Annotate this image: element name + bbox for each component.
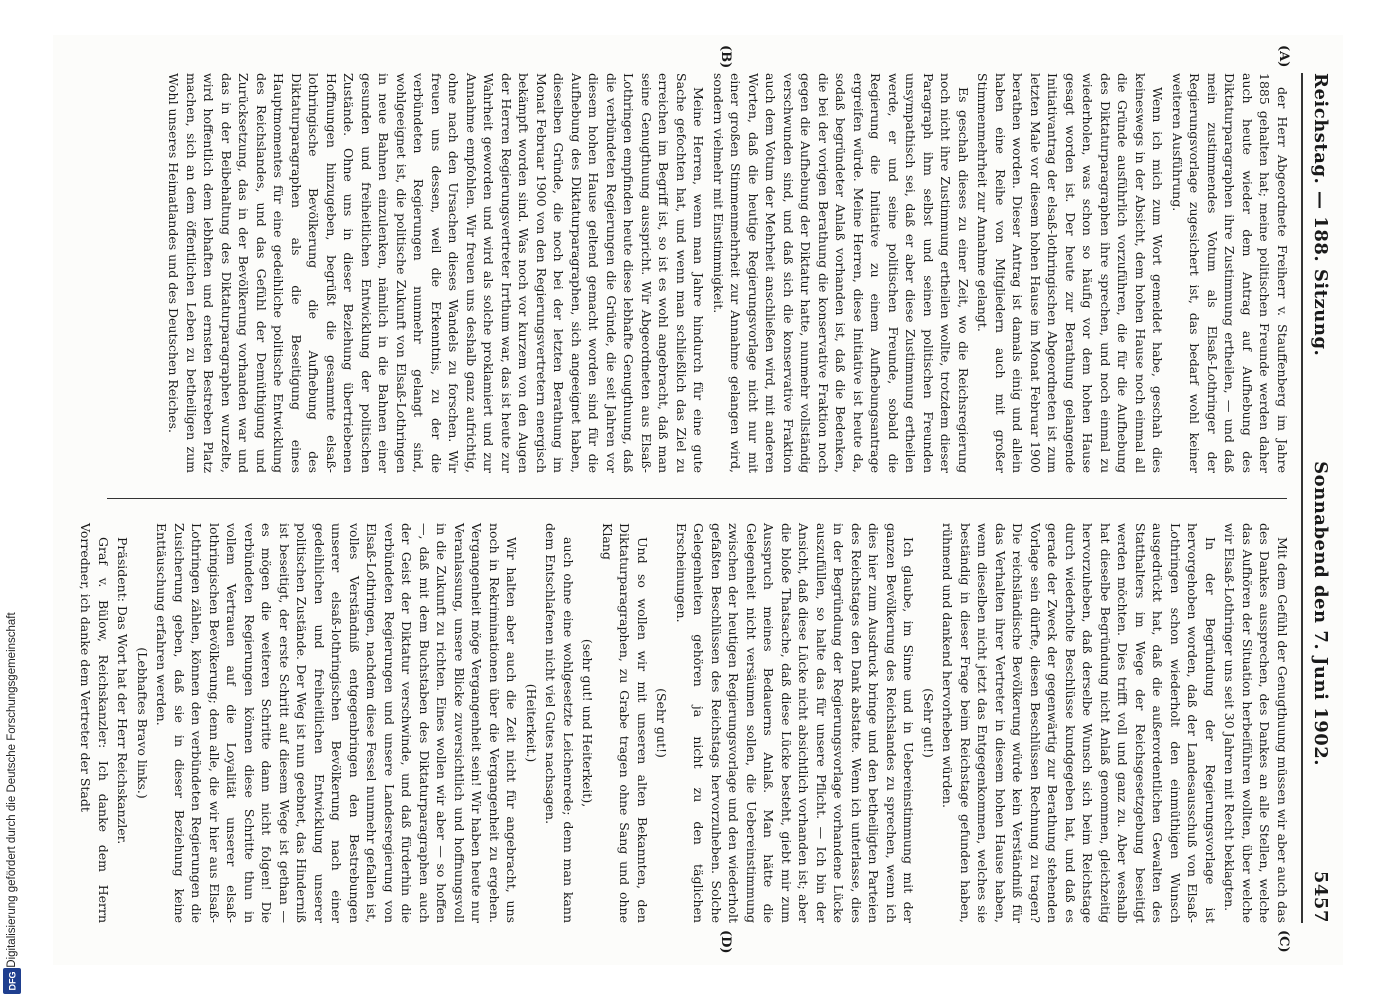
interjection: (Lebhaftes Bravo links.): [135, 647, 150, 799]
paragraph: der Herr Abgeordnete Freiherr v. Stauffenberg im Jahre 1885 gehalten hat; meine politischen Freunde werden daher auch heute wieder dem Antrag auf Aufhebung des Diktaturparagraphen ihre Zustimmung ertheilen, — und daß mein zustimmendes Votum als Elsaß-Lothringer der Regierungsvorlage zugesichert ist, das bedarf wohl keiner weiteren Ausführung.: [1170, 73, 1290, 473]
page-header: [1301, 73, 1331, 923]
margin-marker-c: (C): [1276, 930, 1291, 953]
page-number: 5457: [1310, 870, 1331, 923]
paragraph: Und so wollen wir mit unseren alten Bekannten, den Diktaturparagraphen, zu Grabe tragen ohne Sang und ohne Klang: [600, 523, 650, 923]
paragraph: Mit dem Gefühl der Genugthuung müssen wir aber auch das des Dankes aussprechen, des Dankes an alle Stellen, welche das Aufhören der Situation herbeiführen wollten, über welche wir Elsaß-Lothringer uns seit 30 Jahren mit Recht beklagten.: [1222, 523, 1290, 923]
paragraph: Wenn ich mich zum Wort gemeldet habe, geschah dies keineswegs in der Absicht, dem hohen Hause noch einmal all die Gründe ausführlich vorzuführen, die für die Aufhebung des Diktaturparagraphen ihre sprechen, und noch einmal zu wiederholen, was schon so häufig vor dem hohen Hause gesagt worden ist. Der heute zur Berathung gelangende Initiativantrag der elsaß-lothringischen Abgeordneten ist zum letzten Male vor diesem hohen Hause im Monat Februar 1900 berathen worden. Dieser Antrag ist damals einig und allein haben eine Reihe von Mitgliedern auch mit großer Stimmenmehrheit zur Annahme gelangt.: [975, 73, 1166, 473]
header-publication: Reichstag. — 188. Sitzung.: [1310, 73, 1331, 357]
paragraph: Meine Herren, wenn man Jahre hindurch für eine gute Sache gefochten hat, und wenn man schließlich das Ziel zu erreichen im Begriff ist, so ist es wohl angebracht, daß man seine Genugthuung ausspricht. Wir Abgeordneten aus Elsaß-Lothringen empfinden heute diese lebhafte Genugthuung, daß die verbündeten Regierungen die Gründe, die seit Jahren vor diesem hohen Hause geltend gemacht worden sind für die Aufhebung des Diktaturparagraphen, sich angeeignet haben, dieselben Gründe, die noch bei der letzten Berathung im Monat Februar 1900 von den Regierungsvertretern energisch bekämpft worden sind. Was noch vor kurzem von den Augen der Herren Regierungsvertreter Irrthum war, das ist heute zur Wahrheit geworden und wird als solche proklamiert und zur Annahme empfohlen. Wir freuen uns deshalb ganz aufrichtig, ohne nach den Ursachen dieses Wandels zu forschen. Wir freuen uns dessen, weil die Erkenntnis, zu der die verbündeten Regierungen nunmehr gelangt sind, wohlgeeignet ist, die politische Zukunft von Elsaß-Lothringen in neue Bahnen einzulenken, nämlich in die Bahnen einer gesunden und freiheitlichen Entwicklung der politischen Zustände. Ohne uns in dieser Beziehung übertriebenen Hoffnungen hinzugeben, begrüßt die gesammte elsaß-lothringische Bevölkerung die Aufhebung des Diktaturparagraphen als die Beseitigung eines Hauptmomentes für eine gedeihliche politische Entwicklung des Reichslandes, und das Gefühl der Demüthigung und Zurücksetzung, das in der Bevölkerung vorhanden war und das in der Beibehaltung des Diktaturparagraphen wurzelte, wird hoffentlich dem lebhaften und ernsten Bestreben Platz machen, sich an dem öffentlichen Leben zu betheiligen zum Wohl unseres Heimatlandes und des Deutschen Reiches.: [166, 73, 707, 473]
speaker-paragraph: Präsident: Das Wort hat der Herr Reichskanzler.: [115, 537, 131, 845]
funding-caption-strip: [0, 0, 24, 1000]
dfg-logo-text: DFG: [7, 971, 17, 991]
interjection: (Heiterkeit.): [524, 683, 539, 763]
funding-caption: Digitalisierung gefördert durch die Deutsche Forschungsgemeinschaft: [6, 612, 18, 968]
header-date: Sonnabend den 7. Juni 1902.: [1310, 461, 1331, 767]
paragraph: Wir halten aber auch die Zeit nicht für angebracht, uns noch in Rekriminationen über die Vergangenheit zu ergehen. Vergangenheit möge Vergangenheit sein! Wir haben heute nur Veranlassung, unsere Blicke zuversichtlich und hoffnungsvoll in die Zukunft zu richten. Eines wollen wir aber — so hoffen —, daß mit dem Buchstaben des Diktaturparagraphen auch der Geist der Diktatur verschwinde, und daß fürderhin die verbündeten Regierungen und unsere Landesregierung von Elsaß-Lothringen, nachdem diese Fessel nunmehr gefallen ist, volles Verständniß entgegenbringen den Bestrebungen unserer elsaß-lothringischen Bevölkerung nach einer gedeihlichen und freiheitlichen Entwicklung unserer politischen Zustände. Der Weg ist nun geebnet, das Hinderniß ist beseitigt, der erste Schritt auf diesem Wege ist gethan — es mögen die weiteren Schritte dann nicht folgen! Die verbündeten Regierungen können diese Schritte thun in vollem Vertrauen auf die Loyalität unserer elsaß-lothringischen Bevölkerung; denn alle, die wir hier aus Elsaß-Lothringen zählen, können den verbündeten Regierungen die Zusicherung geben, daß sie in dieser Beziehung keine Enttäuschung erfahren werden.: [154, 523, 520, 923]
interjection: (sehr gut! und Heiterkeit),: [580, 638, 596, 808]
right-column: [78, 523, 1291, 923]
paragraph: In der Begründung der Regierungsvorlage ist hervorgehoben worden, daß der Landesausschuß von Elsaß-Lothringen schon wiederholt den einmüthigen Wunsch ausgedrückt hat, daß die außerordentlichen Gewalten des Statthalters im Wege der Reichsgesetzgebung beseitigt werden möchten. Dies trifft voll und ganz zu. Aber weshalb hat dieselbe Begründung nicht Anlaß genommen, gleichzeitig hervorzuheben, daß derselbe Wunsch sich beim Reichstage durch wiederholte Beschlüsse kundgegeben hat, und daß es gerade der Zweck der gegenwärtig zur Berathung stehenden Vorlage sein dürfte, diesen Beschlüssen Rechnung zu tragen? Die reichsländische Bevölkerung würde kein Verständniß für das Verhalten ihrer Vertreter in diesem hohen Hause haben, wenn dieselben nicht jetzt das Entgegenkommen, welches sie beständig in dieser Frage beim Reichstage gefunden haben, rühmend und dankend hervorheben würden.: [940, 523, 1218, 923]
paragraph: Es geschah dieses zu einer Zeit, wo die Reichsregierung noch nicht ihre Zustimmung ertheilen wollte, trotzdem dieser Paragraph ihm selbst und seinen politischen Freunden unsympathisch sei, daß er aber diese Zustimmung ertheilen werde, er und seine politischen Freunde, sobald die Regierung die Initiative zu einem Aufhebungsantrage ergreifen würde. Meine Herren, diese Initiative ist heute da, sodaß begründeter Anlaß vorhanden ist, daß die Bedenken, die bei der vorigen Berathung die konservative Fraktion noch gegen die Aufhebung der Diktatur hatte, nunmehr vollständig verschwunden sind, und daß sich die konservative Fraktion auch dem Votum der Mehrheit anschließen wird, mit anderen Worten, daß die heutige Regierungsvorlage nicht nur mit einer großen Stimmenmehrheit zur Annahme gelangen wird, sondern vielmehr mit Einstimmigkeit.: [711, 73, 971, 473]
margin-marker-a: (A): [1276, 45, 1291, 68]
column-divider: [107, 498, 1287, 499]
speaker-paragraph: Graf v. Bülow, Reichskanzler: Ich danke dem Herrn Vorredner, ich danke dem Vertreter der Stadt: [78, 523, 111, 923]
interjection: (Sehr gut!): [921, 688, 936, 758]
rotated-document-page: [53, 35, 1343, 965]
left-column: [101, 73, 1291, 473]
paragraph: auch ohne eine wohlgesetzte Leichenrede; denn man kann dem Entschlafenen nicht viel Gutes nachsagen.: [543, 523, 576, 923]
margin-marker-b: (B): [718, 45, 733, 69]
interjection: (Sehr gut!): [654, 688, 670, 758]
paragraph: Ich glaube, im Sinne und in Uebereinstimmung mit der ganzen Bevölkerung des Reichslandes zu sprechen, wenn ich dies hier zum Ausdruck bringe und den betheiligten Parteien des Reichstages den Dank abstatte. Wenn ich unterlasse, dies in der Begründung der Regierungsvorlage vorhandene Lücke auszufüllen, so halte das für unsere Pflicht. — Ich bin der Ansicht, daß diese Lücke nicht absichtlich vorhanden ist; aber die bloße Thatsache, daß diese Lücke besteht, giebt mir zum Ausspruch meines Bedauerns Anlaß. Man hätte die Gelegenheit nicht versäumen sollen, die Uebereinstimmung zwischen der heutigen Regierungsvorlage und den wiederholt gefaßten Beschlüssen des Reichstags hervorzuheben. Solche Gelegenheiten gehören ja nicht zu den täglichen Erscheinungen.: [674, 523, 917, 923]
margin-marker-d: (D): [718, 930, 733, 954]
dfg-logo-icon: [3, 968, 21, 994]
